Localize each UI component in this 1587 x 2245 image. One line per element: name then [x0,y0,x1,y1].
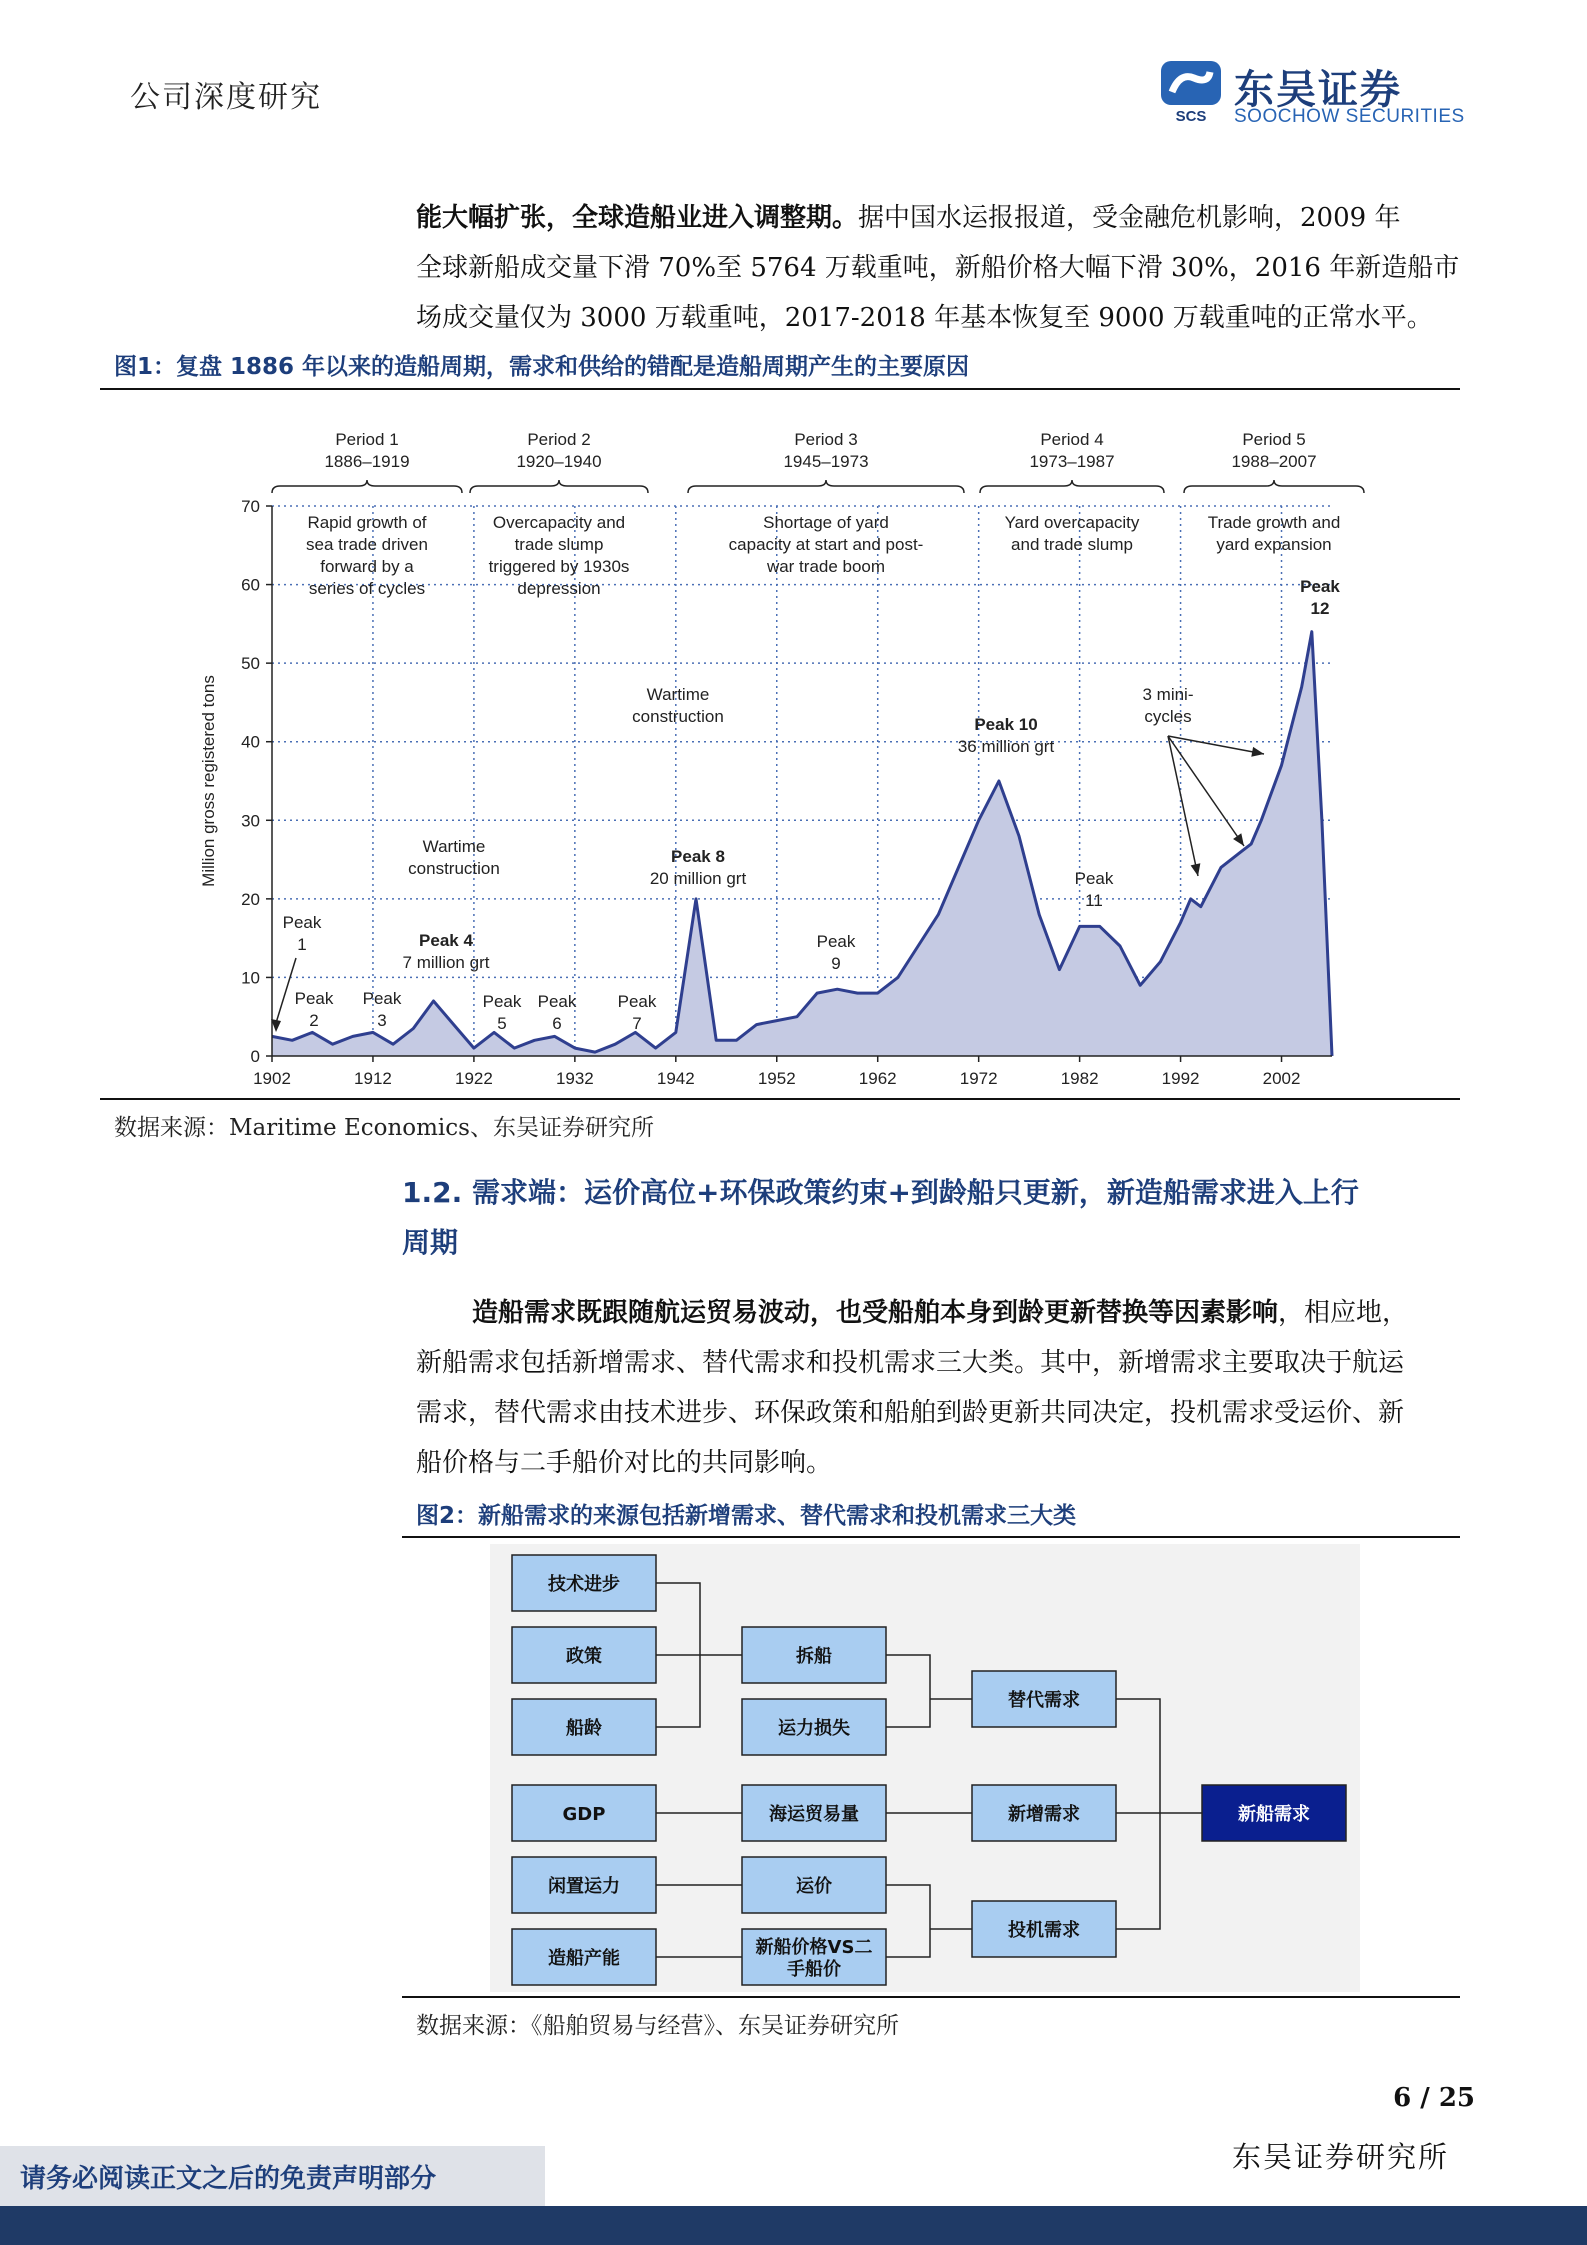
x-tick-label: 1922 [454,1069,493,1088]
chart-annotation [403,931,490,972]
figure1-source: 数据来源：Maritime Economics、东吴证券研究所 [114,1115,654,1141]
period-brace [272,480,462,493]
period-label: Period 2 [527,430,591,449]
factor-box-label: 政策 [566,1646,602,1667]
figure2-title: 图2：新船需求的来源包括新增需求、替代需求和投机需求三大类 [416,1503,1077,1529]
y-tick-label: 50 [241,654,260,674]
factor-box-label: 闲置运力 [548,1876,620,1897]
demand-line-1-text: ，相应地， [1278,1298,1409,1328]
logo-en-text: SOOCHOW SECURITIES [1234,106,1465,127]
y-tick-label: 70 [241,497,260,516]
disclaimer-banner [0,2146,545,2206]
x-tick-label: 2002 [1262,1069,1301,1088]
footer-org: 东吴证券研究所 [1232,2140,1450,2174]
page-number: 6 / 25 [1393,2083,1475,2113]
demand-type-box [972,1901,1116,1957]
figure2-bottom-rule [402,1996,1460,1998]
period-description: series of cycles [308,579,426,598]
x-tick-label: 1952 [757,1069,796,1088]
chart-annotation [363,989,402,1030]
annotation-line: 12 [1310,599,1330,618]
demand-line-1 [416,1288,1474,1338]
footer-bar [0,2206,1587,2245]
annotation-line: Peak [816,932,856,951]
demand-line-3: 需求，替代需求由技术进步、环保政策和船舶到龄更新共同决定，投机需求受运价、新 [416,1398,1405,1428]
period-description: war trade boom [766,557,886,576]
period-description: sea trade driven [306,535,428,554]
factor-box-label: 技术进步 [548,1574,620,1595]
annotation-line: construction [408,859,500,878]
annotation-line: 9 [831,954,841,973]
peak1-arrow [276,958,296,1023]
section-title-line-1: 需求端：运价高位+环保政策约束+到龄船只更新，新造船需求进入上行 [472,1176,1359,1209]
demand-type-box-label: 替代需求 [1008,1690,1080,1711]
period-description: and trade slump [1011,535,1133,554]
period-description: Yard overcapacity [1004,513,1140,532]
period-description: Rapid growth of [307,513,427,532]
demand-paragraph [416,1288,1474,1488]
annotation-line: 3 [377,1011,387,1030]
annotation-line: 36 million grt [957,737,1055,756]
annotation-line: Peak 8 [671,847,725,866]
annotation-line: Peak [362,989,402,1008]
annotation-line: Peak [294,989,334,1008]
driver-box [742,1627,886,1683]
demand-type-box [972,1785,1116,1841]
mini-cycle-arrow [1168,736,1264,754]
x-tick-label: 1912 [354,1069,392,1088]
period-description: Overcapacity and [492,513,626,532]
annotation-line: cycles [1144,707,1192,726]
y-tick-label: 20 [241,889,260,909]
period-description: Shortage of yard [763,513,889,532]
period-years: 1973–1987 [1029,452,1115,471]
factor-box [512,1929,656,1985]
x-tick-label: 1972 [959,1069,998,1088]
annotation-line: 7 million grt [402,953,490,972]
chart-annotation [408,837,500,878]
intro-line-2: 全球新船成交量下滑 70%至 5764 万载重吨，新船价格大幅下滑 30%，2016 年新造船市 [416,253,1460,283]
period-brace [688,480,964,493]
factor-box [512,1627,656,1683]
annotation-line: 6 [552,1014,562,1033]
mini-cycle-arrowhead [1233,833,1244,846]
demand-sources-diagram [490,1544,1360,1992]
y-tick-label: 60 [241,575,260,595]
chart-annotation [1142,685,1193,726]
factor-box-label: GDP [562,1804,606,1825]
period-years: 1945–1973 [783,452,869,471]
annotation-line: 3 mini- [1142,685,1194,704]
logo-mark-icon [1158,58,1224,124]
period-description: forward by a [320,557,414,576]
intro-paragraph [416,193,1474,343]
figure2-source: 数据来源：《船舶贸易与经营》、东吴证券研究所 [416,2013,899,2039]
period-description: Trade growth and [1207,513,1341,532]
demand-bold-text: 造船需求既跟随航运贸易波动，也受船舶本身到龄更新替换等因素影响 [472,1298,1279,1328]
y-tick-label: 10 [241,968,260,988]
new-ship-demand-box [1202,1785,1346,1841]
annotation-line: Wartime [422,837,486,856]
period-description: depression [517,579,601,598]
y-tick-label: 30 [241,811,260,831]
annotation-line: Peak [1074,869,1114,888]
driver-box [742,1857,886,1913]
period-years: 1988–2007 [1231,452,1317,471]
driver-box [742,1785,886,1841]
chart-annotation [538,992,577,1033]
logo-abbr: SCS [1175,108,1207,124]
chart-annotation [1075,869,1114,910]
driver-box-label: 海运贸易量 [769,1804,859,1825]
driver-box-label: 运价 [796,1876,832,1897]
annotation-line: Wartime [646,685,710,704]
mini-cycle-arrowhead [1191,863,1201,876]
chart-annotation [483,992,522,1033]
factor-box-label: 船龄 [566,1718,602,1739]
period-description: triggered by 1930s [488,557,630,576]
annotation-line: Peak [1300,577,1340,596]
figure1-title: 图1：复盘 1886 年以来的造船周期，需求和供给的错配是造船周期产生的主要原因 [114,354,970,380]
figure1-bottom-rule [100,1098,1460,1100]
demand-line-2: 新船需求包括新增需求、替代需求和投机需求三大类。其中，新增需求主要取决于航运 [416,1348,1405,1378]
x-tick-label: 1982 [1060,1069,1099,1088]
annotation-line: construction [632,707,724,726]
period-description: trade slump [514,535,604,554]
y-tick-label: 40 [241,732,260,752]
annotation-line: Peak [482,992,522,1011]
driver-box [742,1929,886,1985]
chart-annotation [817,932,856,973]
demand-type-box-label: 新增需求 [1008,1804,1080,1825]
demand-type-box [972,1671,1116,1727]
section-heading-line-1 [402,1168,1482,1218]
driver-box-label: 新船价格VS二 [755,1937,873,1958]
annotation-line: 11 [1085,891,1103,910]
intro-line-3: 场成交量仅为 3000 万载重吨，2017-2018 年基本恢复至 9000 万载重吨的正常水平。 [416,303,1433,333]
driver-box-label: 运力损失 [778,1718,850,1739]
period-years: 1920–1940 [516,452,602,471]
x-tick-label: 1932 [555,1069,594,1088]
intro-line-1 [416,193,1474,243]
intro-line-1-text: 据中国水运报报道，受金融危机影响，2009 年 [858,203,1401,233]
factor-box [512,1785,656,1841]
x-tick-label: 1992 [1161,1069,1200,1088]
intro-bold-text: 能大幅扩张，全球造船业进入调整期。 [416,203,859,233]
annotation-line: 5 [497,1014,507,1033]
demand-line-4: 船价格与二手船价对比的共同影响。 [416,1448,833,1478]
factor-box [512,1699,656,1755]
chart-annotation [618,992,657,1033]
x-tick-label: 1962 [858,1069,897,1088]
driver-box-label: 拆船 [796,1646,832,1667]
period-label: Period 5 [1242,430,1306,449]
company-logo [1158,58,1468,130]
factor-box [512,1555,656,1611]
new-ship-demand-box-label: 新船需求 [1238,1804,1310,1825]
x-tick-label: 1902 [253,1069,291,1088]
annotation-line: 2 [309,1011,319,1030]
driver-box [742,1699,886,1755]
y-tick-label: 0 [250,1047,260,1066]
y-axis-label: Million gross registered tons [199,675,218,887]
annotation-line: Peak [537,992,577,1011]
period-description: yard expansion [1216,535,1332,554]
period-brace [470,480,648,493]
demand-type-box-label: 投机需求 [1008,1920,1080,1941]
factor-box [512,1857,656,1913]
figure2-top-rule [402,1536,1460,1538]
period-label: Period 1 [335,430,399,449]
period-description: capacity at start and post- [728,535,924,554]
annotation-line: Peak 10 [974,715,1038,734]
chart-annotation [958,715,1055,756]
figure1-top-rule [100,388,1460,390]
mini-cycle-arrowhead [1251,747,1264,757]
section-heading [402,1168,1482,1268]
chart-annotation [295,989,334,1030]
annotation-line: Peak [282,913,322,932]
annotation-line: 1 [297,935,307,954]
report-type-label: 公司深度研究 [130,80,322,115]
section-number: 1.2. [402,1176,463,1209]
period-brace [1184,480,1364,493]
annotation-line: Peak [617,992,657,1011]
chart-annotation [283,913,322,954]
period-brace [980,480,1164,493]
period-years: 1886–1919 [324,452,410,471]
logo-cn-text: 东吴证券 [1234,67,1402,113]
chart-annotation [1300,577,1340,618]
factor-box-label: 造船产能 [548,1948,620,1969]
chart-annotation [632,685,724,726]
section-heading-line-2: 周期 [402,1226,459,1259]
annotation-line: Peak 4 [419,931,473,950]
period-label: Period 3 [794,430,858,449]
chart-annotation [650,847,747,888]
driver-box-label: 手船价 [787,1959,841,1980]
shipbuilding-cycle-chart [180,420,1370,1100]
period-label: Period 4 [1040,430,1104,449]
annotation-line: 20 million grt [649,869,747,888]
disclaimer-text: 请务必阅读正文之后的免责声明部分 [20,2164,437,2194]
x-tick-label: 1942 [656,1069,695,1088]
annotation-line: 7 [632,1014,642,1033]
